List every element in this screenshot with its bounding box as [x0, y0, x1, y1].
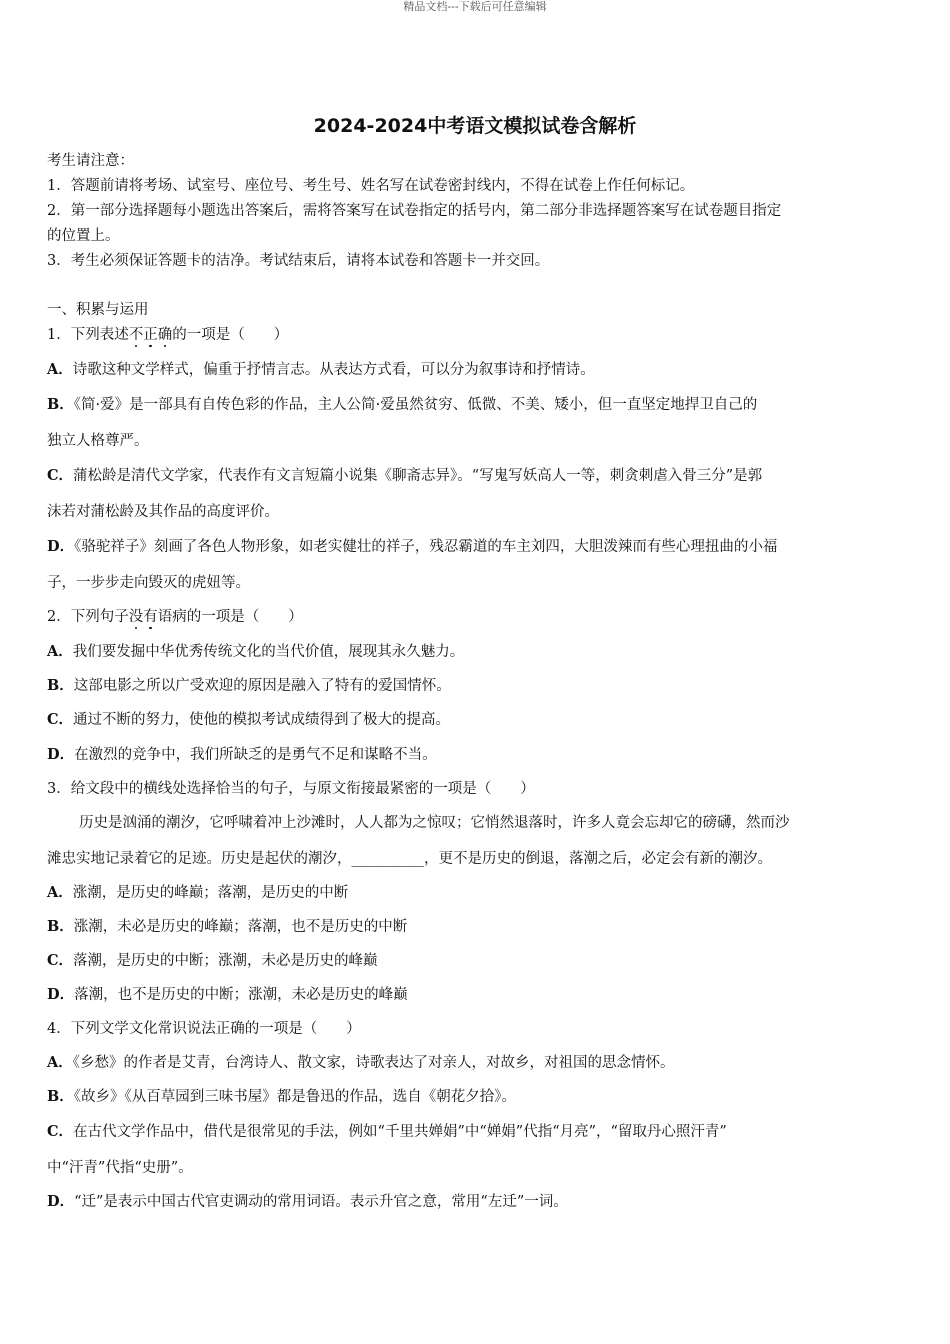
question-3-stem: 3．给文段中的横线处选择恰当的句子，与原文衔接最紧密的一项是（ ） [47, 781, 535, 797]
q1-option-b: B．《简·爱》是一部具有自传色彩的作品，主人公简·爱虽然贫穷、低微、不美、矮小，但一直坚定地捍卫自己的 [47, 396, 758, 413]
q1-option-d-cont: 子，一步步走向毁灭的虎妞等。 [47, 575, 250, 591]
q1-option-c: C．蒲松龄是清代文学家，代表作有文言短篇小说集《聊斋志异》。“写鬼写妖高人一等，刺贪刺虐入骨三分”是郭 [47, 467, 763, 484]
q3-option-d: D．落潮，也不是历史的中断；涨潮，未必是历史的峰巅 [47, 986, 408, 1003]
q1-option-c-cont: 沫若对蒲松龄及其作品的高度评价。 [47, 504, 279, 520]
question-4-stem: 4．下列文学文化常识说法正确的一项是（ ） [47, 1021, 361, 1037]
question-2-stem: 2．下列句子没有语病的一项是（ ） [47, 609, 303, 625]
q4-option-c: C．在古代文学作品中，借代是很常见的手法，例如“千里共婵娟”中“婵娟”代指“月亮”，“留取丹心照汗青” [47, 1123, 727, 1140]
q1-option-a: A．诗歌这种文学样式，偏重于抒情言志。从表达方式看，可以分为叙事诗和抒情诗。 [47, 361, 595, 378]
document-title: 2024-2024中考语文模拟试卷含解析 [313, 115, 637, 137]
q2-option-b: B．这部电影之所以广受欢迎的原因是融入了特有的爱国情怀。 [47, 677, 451, 694]
notice-item-2-cont: 的位置上。 [47, 228, 120, 244]
q4-option-b: B．《故乡》《从百草园到三味书屋》都是鲁迅的作品，选自《朝花夕拾》。 [47, 1088, 517, 1105]
q3-option-b: B．涨潮，未必是历史的峰巅；落潮，也不是历史的中断 [47, 918, 408, 935]
emphasis-char: 正 [143, 327, 158, 343]
question-1-stem: 1．下列表述不正确的一项是（ ） [47, 327, 289, 343]
emphasis-char: 有 [143, 609, 158, 625]
q2-option-a: A．我们要发掘中华优秀传统文化的当代价值，展现其永久魅力。 [47, 643, 465, 660]
page-header: 精品文档---下载后可任意编辑 [403, 0, 547, 13]
q4-option-a: A．《乡愁》的作者是艾青，台湾诗人、散文家，诗歌表达了对亲人，对故乡，对祖国的思念情怀。 [47, 1054, 675, 1071]
q1-option-b-cont: 独立人格尊严。 [47, 433, 149, 449]
q2-option-c: C．通过不断的努力，使他的模拟考试成绩得到了极大的提高。 [47, 711, 451, 728]
notice-item-3: 3．考生必须保证答题卡的洁净。考试结束后，请将本试卷和答题卡一并交回。 [47, 253, 550, 269]
emphasis-char: 确 [157, 327, 173, 343]
q3-passage: 历史是汹涌的潮汐，它呼啸着冲上沙滩时，人人都为之惊叹；它悄然退落时，许多人竟会忘却它的磅礴，然而沙 [79, 815, 790, 831]
q2-option-d: D．在激烈的竞争中，我们所缺乏的是勇气不足和谋略不当。 [47, 746, 437, 763]
q3-passage-cont: 滩忠实地记录着它的足迹。历史是起伏的潮汐，__________，更不是历史的倒退，落潮之后，必定会有新的潮汐。 [47, 851, 772, 867]
q4-option-d: D．“迁”是表示中国古代官吏调动的常用词语。表示升官之意，常用“左迁”一词。 [47, 1193, 568, 1210]
notice-item-2: 2．第一部分选择题每小题选出答案后，需将答案写在试卷指定的括号内，第二部分非选择题答案写在试卷题目指定 [47, 203, 782, 219]
q3-option-a: A．涨潮，是历史的峰巅；落潮，是历史的中断 [47, 884, 349, 901]
notice-item-1: 1．答题前请将考场、试室号、座位号、考生号、姓名写在试卷密封线内，不得在试卷上作任何标记。 [47, 178, 695, 194]
section-heading: 一、积累与运用 [47, 302, 149, 318]
emphasis-char: 没 [128, 609, 144, 625]
notice-heading: 考生请注意： [47, 153, 134, 169]
emphasis-char: 不 [128, 327, 144, 343]
q3-option-c: C．落潮，是历史的中断；涨潮，未必是历史的峰巅 [47, 952, 378, 969]
q1-option-d: D．《骆驼祥子》刻画了各色人物形象，如老实健壮的祥子，残忍霸道的车主刘四，大胆泼辣而有些心理扭曲的小福 [47, 538, 778, 555]
q4-option-c-cont: 中“汗青”代指“史册”。 [47, 1160, 193, 1176]
